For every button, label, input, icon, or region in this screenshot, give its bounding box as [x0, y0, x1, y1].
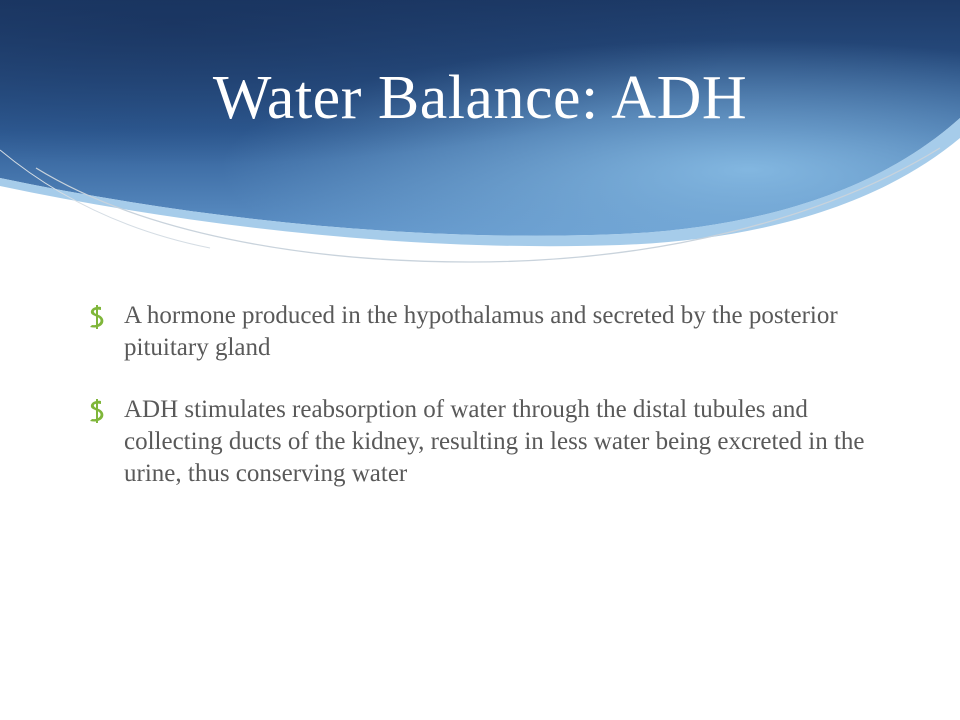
bullet-text: A hormone produced in the hypothalamus and secreted by the posterior pituitary gland: [124, 302, 838, 361]
swirl-bullet-icon: [86, 305, 108, 329]
bullet-item: [86, 394, 866, 490]
swirl-bullet-icon: [86, 399, 108, 423]
bullet-text: ADH stimulates reabsorption of water through the distal tubules and collecting ducts of the kidney, resulting in less water being excreted in the urine, thus conserving water: [124, 396, 865, 487]
bullet-item: [86, 300, 866, 364]
header-wave-background: [0, 0, 960, 300]
slide-title: Water Balance: ADH: [212, 64, 748, 132]
bullet-list: [86, 300, 866, 520]
